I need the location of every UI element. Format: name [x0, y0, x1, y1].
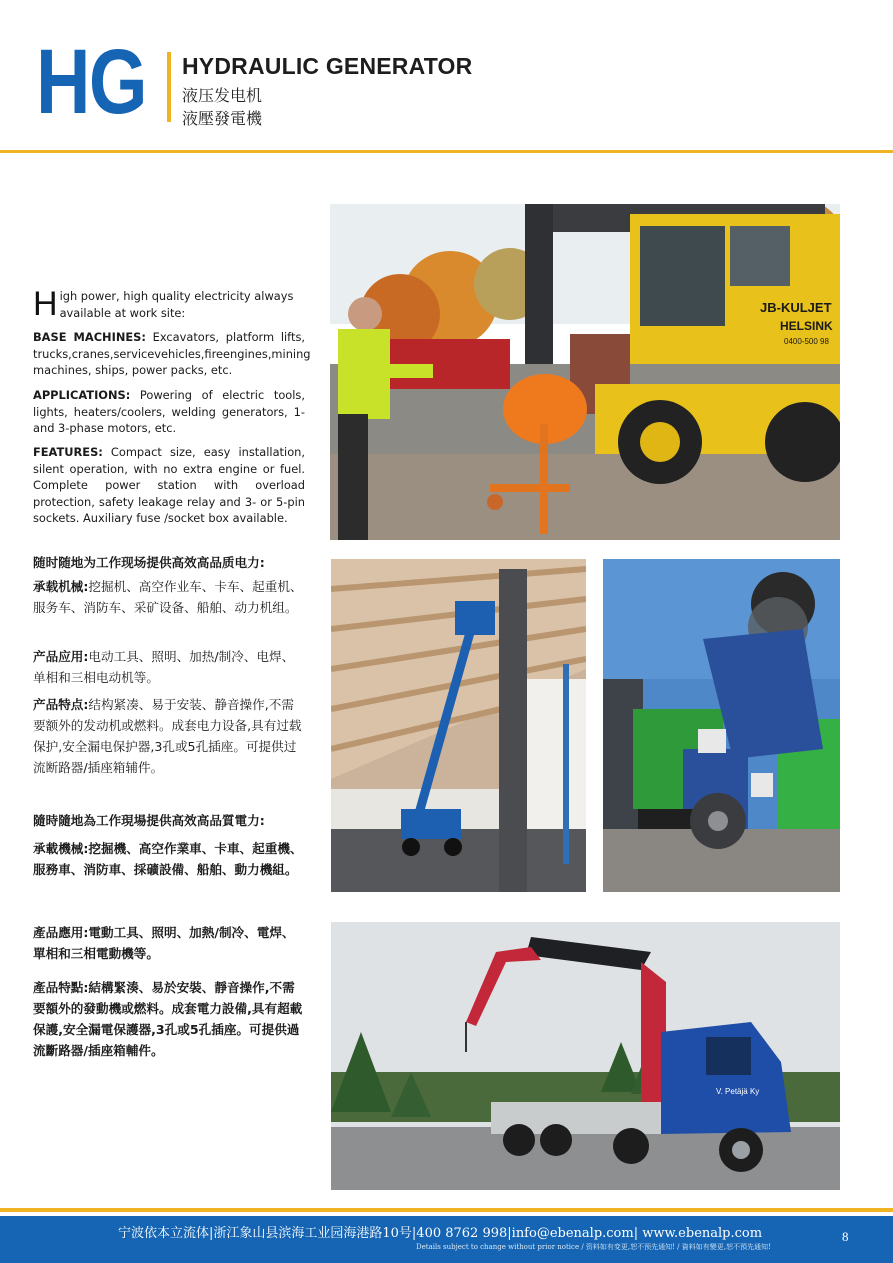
simplified-feat-paragraph — [33, 694, 305, 778]
photo-crane-truck — [331, 922, 840, 1190]
excavator-label-2: HELSINK — [780, 319, 833, 333]
photo-worker-angle-grinder — [603, 559, 840, 892]
subtitle-simplified: 液压发电机 — [182, 86, 263, 105]
page-title: HYDRAULIC GENERATOR — [182, 53, 473, 79]
features-text: Compact size, easy installation, silent operation, with no extra engine or fuel. Complete power station with overload protection, safety leakage relay and 3- or 5-pin sockets. Auxiliary fuse /socket box available. — [33, 445, 305, 525]
applications-text: Powering of electric tools, lights, heaters/coolers, welding generators, 1- and 3-phase motors, etc. — [33, 388, 305, 435]
base-machines-paragraph — [33, 329, 311, 379]
traditional-base-paragraph: 承載機械:挖掘機、高空作業車、卡車、起重機、服務車、消防車、採礦設備、船舶、動力機組。 — [33, 841, 303, 877]
simplified-heading: 随时随地为工作现场提供高效高品质电力: — [33, 555, 265, 570]
traditional-app-paragraph: 產品應用:電動工具、照明、加熱/制冷、電焊、單相和三相電動機等。 — [33, 925, 295, 961]
truck-label: V. Petäjä Ky — [716, 1087, 760, 1096]
excavator-label-1: JB-KULJET — [760, 300, 832, 315]
base-machines-text: Excavators, platform lifts, trucks,cranes,servicevehicles,fireengines,mining machines, ships, power packs, etc. — [33, 330, 311, 377]
footer-divider — [0, 1208, 893, 1212]
photo-excavator-cement-mixer — [330, 204, 840, 540]
footer-contact-line: 宁波依本立流体|浙江象山县滨海工业园海港路10号|400 8762 998|info@ebenalp.com| www.ebenalp.com — [118, 1226, 763, 1241]
traditional-heading: 隨時隨地為工作現場提供高效高品質電力: — [33, 813, 265, 828]
simplified-app-label: 产品应用: — [33, 649, 89, 664]
simplified-app-paragraph — [33, 646, 305, 688]
page-number: 8 — [842, 1229, 849, 1244]
features-paragraph — [33, 444, 305, 527]
intro-text: igh power, high quality electricity always available at work site: — [59, 289, 294, 320]
subtitle-traditional: 液壓發電機 — [182, 109, 263, 128]
intro-paragraph — [33, 285, 305, 323]
traditional-feat-paragraph: 產品特點:結構緊湊、易於安裝、靜音操作,不需要額外的發動機或燃料。成套電力設備,具有超載保護,安全漏電保護器,3孔或5孔插座。可提供過流斷路器/插座箱輔件。 — [33, 980, 303, 1058]
features-label: FEATURES: — [33, 445, 103, 459]
applications-label: APPLICATIONS: — [33, 388, 131, 402]
excavator-label-3: 0400-500 98 — [784, 337, 829, 346]
simplified-app-text: 电动工具、照明、加热/制冷、电焊、单相和三相电动机等。 — [33, 649, 295, 685]
footer-disclaimer: Details subject to change without prior notice / 资料如有变更,恕不预先通知! / 資料如有變更,恕不預先通知! — [416, 1243, 771, 1251]
hg-logo: HG — [36, 31, 146, 133]
photo-boom-lift-warehouse — [331, 559, 586, 892]
header-accent-bar — [167, 52, 171, 122]
simplified-feat-label: 产品特点: — [33, 697, 89, 712]
applications-paragraph — [33, 387, 305, 437]
base-machines-label: BASE MACHINES: — [33, 330, 146, 344]
header-divider — [0, 150, 893, 153]
simplified-feat-text: 结构紧凑、易于安装、静音操作,不需要额外的发动机或燃料。成套电力设备,具有过载保护,安全漏电保护器,3孔或5孔插座。可提供过流断路器/插座箱辅件。 — [33, 697, 302, 775]
simplified-base-label: 承载机械: — [33, 579, 89, 594]
simplified-base-paragraph — [33, 576, 305, 618]
dropcap-letter: H — [33, 285, 58, 323]
simplified-base-text: 挖掘机、高空作业车、卡车、起重机、服务车、消防车、采矿设备、船舶、动力机组。 — [33, 579, 303, 615]
